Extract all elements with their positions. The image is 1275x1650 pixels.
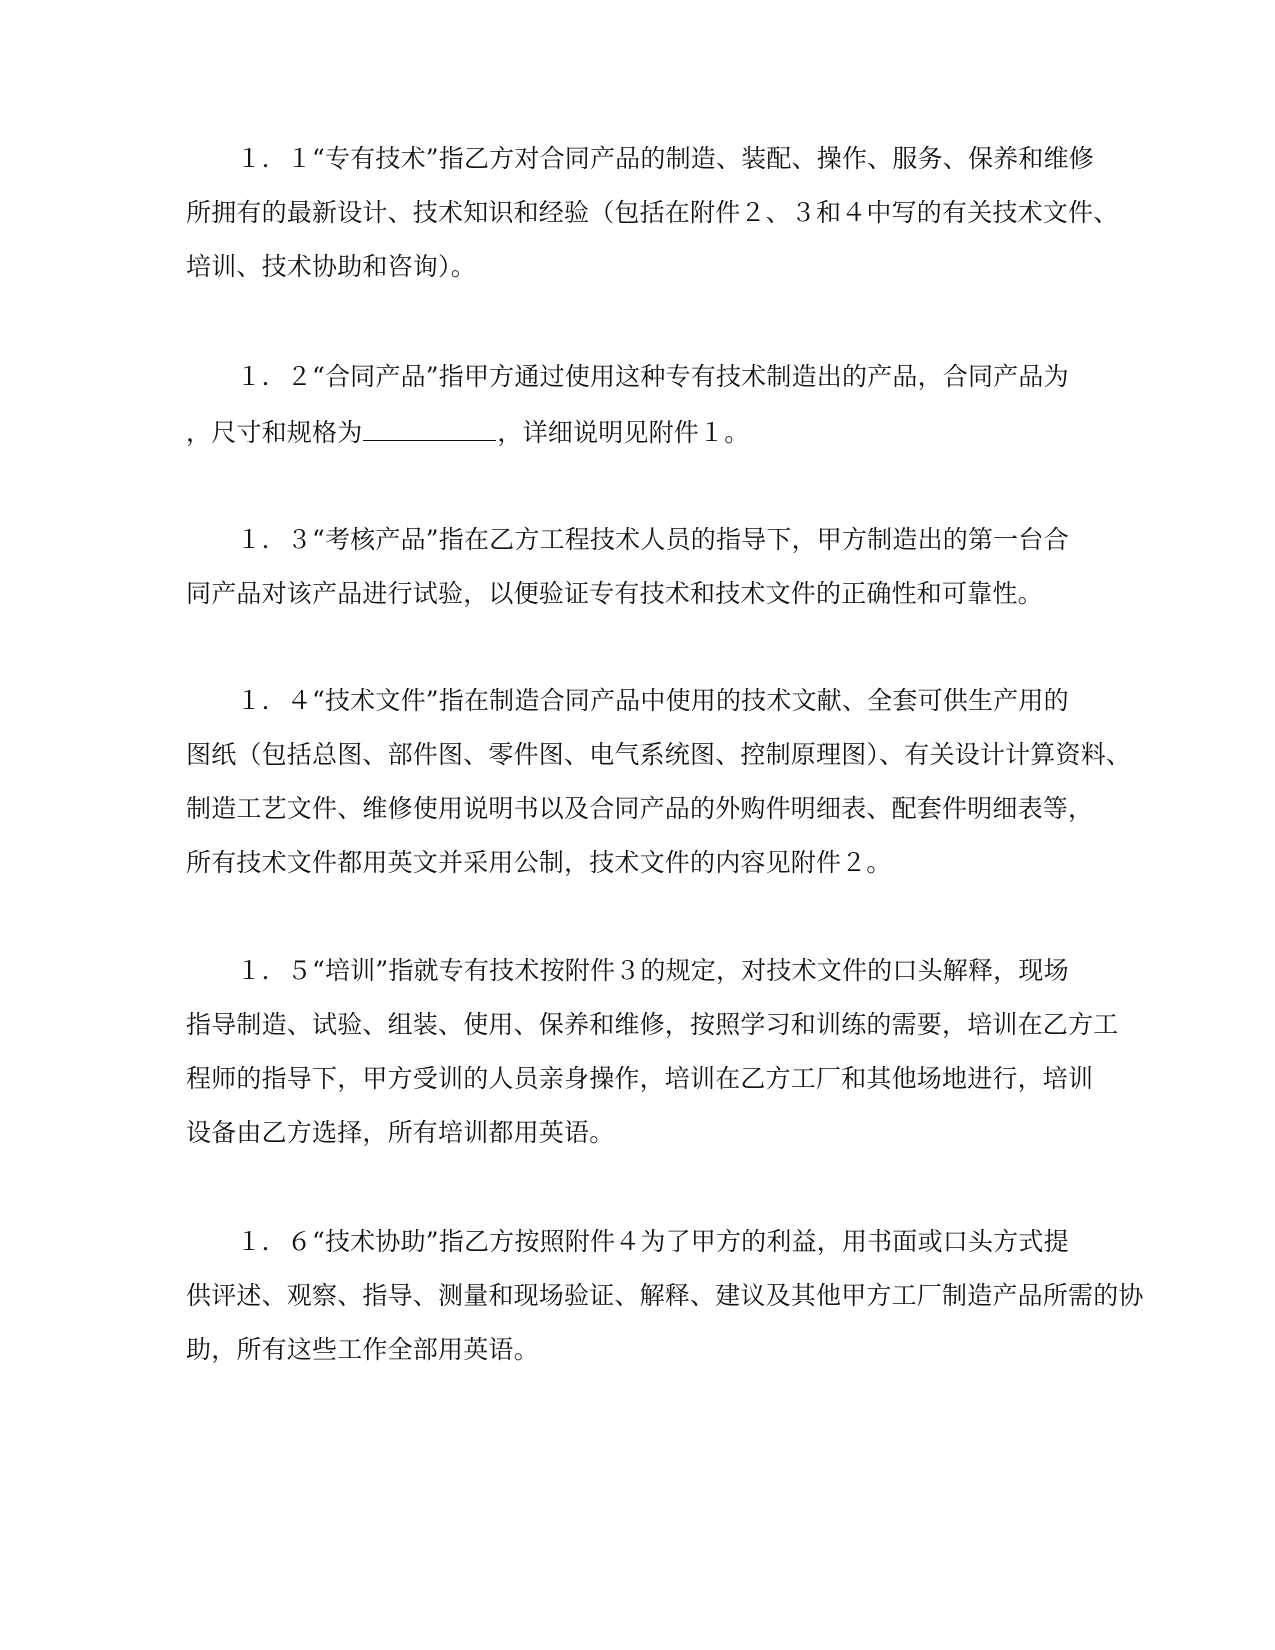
text-line <box>186 414 749 448</box>
text-line: 程师的指导下，甲方受训的人员亲身操作，培训在乙方工厂和其他场地进行，培训 <box>186 1064 1094 1093</box>
text-line: １．２“合同产品”指甲方通过使用这种专有技术制造出的产品，合同产品为 <box>186 362 1069 391</box>
text-line: 图纸（包括总图、部件图、零件图、电气系统图、控制原理图）、有关设计计算资料、 <box>186 740 1132 769</box>
text-line: １．６“技术协助”指乙方按照附件４为了甲方的利益，用书面或口头方式提 <box>186 1227 1069 1256</box>
text-line: １．１“专有技术”指乙方对合同产品的制造、装配、操作、服务、保养和维修 <box>186 144 1094 173</box>
text-line: 制造工艺文件、维修使用说明书以及合同产品的外购件明细表、配套件明细表等， <box>186 794 1094 823</box>
text-line: 培训、技术协助和咨询）。 <box>186 252 476 281</box>
text-line: 指导制造、试验、组装、使用、保养和维修，按照学习和训练的需要，培训在乙方工 <box>186 1010 1119 1039</box>
text-line: 同产品对该产品进行试验，以便验证专有技术和技术文件的正确性和可靠性。 <box>186 579 1043 608</box>
fill-in-blank[interactable] <box>363 414 496 441</box>
text-line: １．４“技术文件”指在制造合同产品中使用的技术文献、全套可供生产用的 <box>186 686 1069 715</box>
text-line: 所有技术文件都用英文并采用公制，技术文件的内容见附件２。 <box>186 848 892 877</box>
text-line: １．５“培训”指就专有技术按附件３的规定，对技术文件的口头解释，现场 <box>186 956 1069 985</box>
text-segment: ，详细说明见附件１。 <box>497 418 750 447</box>
text-line: 助，所有这些工作全部用英语。 <box>186 1335 539 1364</box>
text-line: 供评述、观察、指导、测量和现场验证、解释、建议及其他甲方工厂制造产品所需的协 <box>186 1281 1144 1310</box>
text-line: １．３“考核产品”指在乙方工程技术人员的指导下，甲方制造出的第一台合 <box>186 525 1069 554</box>
text-segment: ，尺寸和规格为 <box>186 418 363 447</box>
text-line: 所拥有的最新设计、技术知识和经验（包括在附件２、３和４中写的有关技术文件、 <box>186 198 1119 227</box>
text-line: 设备由乙方选择，所有培训都用英语。 <box>186 1118 615 1147</box>
